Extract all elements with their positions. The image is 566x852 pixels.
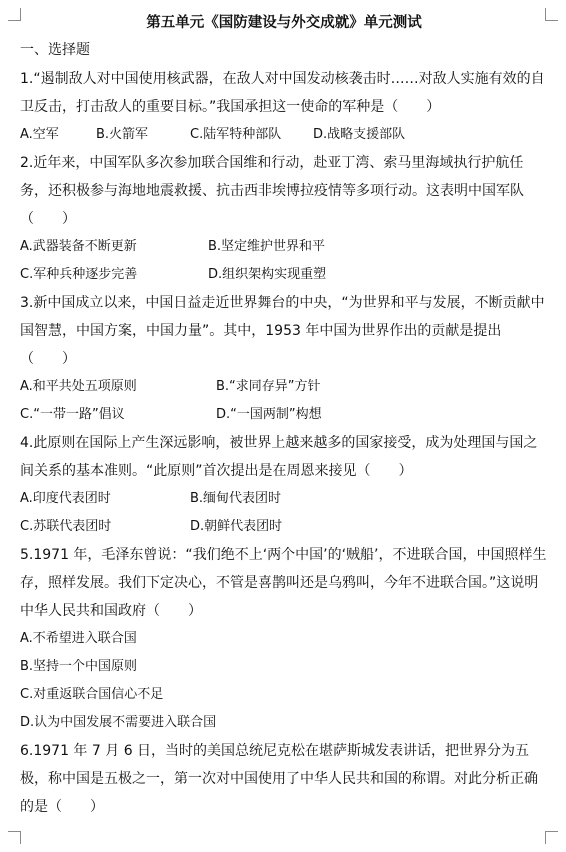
question-5-stem: 5.1971 年，毛泽东曾说：“我们绝不上‘两个中国’的‘贼船’，不进联合国，中国照样生存，照样发展。我们下定决心，不管是喜鹊叫还是乌鸦叫，今年不进联合国。”这说明中华人民共和国政府（ ） — [20, 547, 547, 619]
question-4-options-row-2 — [20, 513, 548, 541]
option-c[interactable]: C.“一带一路”倡议 — [20, 407, 125, 422]
option-c[interactable]: C.陆军特种部队 — [190, 127, 282, 142]
option-d[interactable]: D.朝鲜代表团时 — [190, 519, 283, 534]
question-3-stem: 3.新中国成立以来，中国日益走近世界舞台的中央，“为世界和平与发展，不断贡献中国智慧，中国方案，中国力量”。其中，1953 年中国为世界作出的贡献是提出（ ） — [20, 295, 545, 367]
question-3-options-row-1 — [20, 373, 548, 401]
option-b[interactable]: B.缅甸代表团时 — [190, 491, 282, 506]
option-a[interactable]: A.印度代表团时 — [20, 491, 111, 506]
question-3-options-row-2 — [20, 401, 548, 429]
question-4-stem: 4.此原则在国际上产生深远影响，被世界上越来越多的国家接受，成为处理国与国之间关系的基本准则。“此原则”首次提出是在周恩来接见（ ） — [20, 435, 538, 479]
option-c[interactable]: C.苏联代表团时 — [20, 519, 112, 534]
option-a[interactable]: A.空军 — [20, 127, 59, 142]
option-b[interactable]: B.坚持一个中国原则 — [20, 659, 138, 674]
section-heading: 一、选择题 — [20, 42, 90, 58]
option-d[interactable]: D.组织架构实现重塑 — [208, 267, 327, 282]
exam-page — [20, 12, 548, 821]
option-d[interactable]: D.“一国两制”构想 — [216, 407, 322, 422]
option-d[interactable]: D.认为中国发展不需要进入联合国 — [20, 715, 217, 730]
page-title: 第五单元《国防建设与外交成就》单元测试 — [146, 15, 422, 31]
question-2-options-row-2 — [20, 261, 548, 289]
question-1-options — [20, 121, 548, 149]
page-corner-mark — [8, 831, 21, 844]
question-2-options-row-1 — [20, 233, 548, 261]
option-b[interactable]: B.坚定维护世界和平 — [208, 239, 326, 254]
option-a[interactable]: A.不希望进入联合国 — [20, 631, 137, 646]
option-d[interactable]: D.战略支援部队 — [313, 127, 406, 142]
question-1-stem: 1.“遏制敌人对中国使用核武器，在敌人对中国发动核袭击时……对敌人实施有效的自卫反击，打击敌人的重要目标。”我国承担这一使命的军种是（ ） — [20, 71, 545, 115]
page-corner-mark — [545, 831, 558, 844]
option-b[interactable]: B.火箭军 — [96, 127, 149, 142]
option-a[interactable]: A.和平共处五项原则 — [20, 379, 137, 394]
option-a[interactable]: A.武器装备不断更新 — [20, 239, 137, 254]
option-c[interactable]: C.对重返联合国信心不足 — [20, 687, 164, 702]
question-2-stem: 2.近年来，中国军队多次参加联合国维和行动，赴亚丁湾、索马里海域执行护航任务，还积极参与海地地震救援、抗击西非埃博拉疫情等多项行动。这表明中国军队（ ） — [20, 155, 524, 227]
option-b[interactable]: B.“求同存异”方针 — [216, 379, 321, 394]
question-6-stem: 6.1971 年 7 月 6 日，当时的美国总统尼克松在堪萨斯城发表讲话，把世界分为五极，称中国是五极之一，第一次对中国使用了中华人民共和国的称谓。对此分析正确的是（ ） — [20, 743, 538, 815]
question-4-options-row-1 — [20, 485, 548, 513]
option-c[interactable]: C.军种兵种逐步完善 — [20, 267, 138, 282]
